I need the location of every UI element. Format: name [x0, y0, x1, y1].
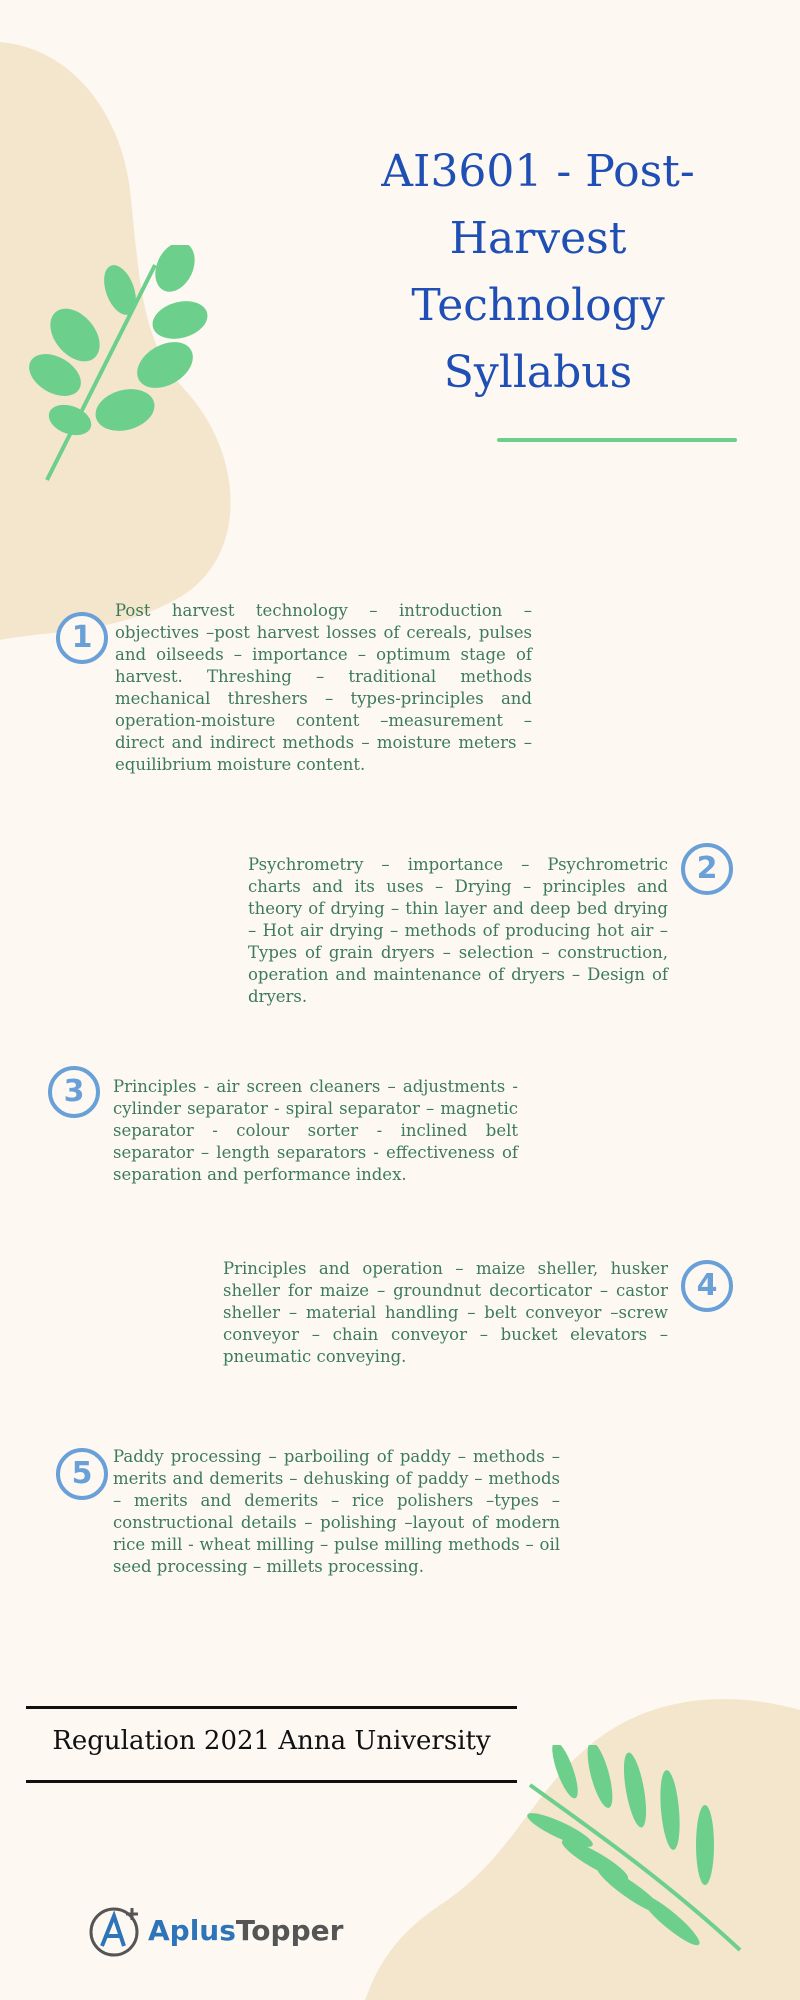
regulation-label: Regulation 2021 Anna University: [52, 1726, 491, 1756]
page-title: AI3601 - Post-Harvest Technology Syllabus: [381, 146, 695, 398]
aplustopper-logo-icon: [88, 1902, 144, 1958]
footer-bottom-rule: [26, 1780, 517, 1783]
section-number-5: 5: [56, 1448, 108, 1500]
aplustopper-logo[interactable]: [88, 1900, 343, 1960]
section-text-2: Psychrometry – importance – Psychrometric charts and its uses – Drying – principles and theory of drying – thin layer and deep bed drying – Hot air drying – methods of producing hot air – Types of grain dryers – selection – construction, operation and maintenance of dryers – Design of dryers.: [248, 855, 668, 1006]
footer-top-rule: [26, 1706, 517, 1709]
section-number-1: 1: [56, 612, 108, 664]
section-number-4: 4: [681, 1260, 733, 1312]
title-underline: [497, 438, 737, 442]
logo-text-topper: Topper: [235, 1913, 344, 1947]
section-text-3: Principles - air screen cleaners – adjustments - cylinder separator - spiral separator – magnetic separator - colour sorter - inclined belt separator – length separators - effectiveness of separation and performance index.: [113, 1077, 518, 1184]
section-text-5: Paddy processing – parboiling of paddy – methods – merits and demerits – dehusking of paddy – methods – merits and demerits – rice polishers –types – constructional details – polishing –layout of modern rice mill - wheat milling – pulse milling methods – oil seed processing – millets processing.: [113, 1447, 560, 1576]
fern-branch-icon: [520, 1745, 750, 1955]
section-text-1: Post harvest technology – introduction – objectives –post harvest losses of cereals, pulses and oilseeds – importance – optimum stage of harvest. Threshing – traditional methods mechanical threshers – types-principles and operation-moisture content –measurement – direct and indirect methods – moisture meters – equilibrium moisture content.: [115, 601, 532, 774]
section-number-3: 3: [48, 1066, 100, 1118]
section-number-2: 2: [681, 843, 733, 895]
leaf-branch-icon: [25, 245, 215, 485]
logo-text-aplus: Aplus: [148, 1913, 236, 1947]
section-text-4: Principles and operation – maize sheller, husker sheller for maize – groundnut decorticator – castor sheller – material handling – belt conveyor –screw conveyor – chain conveyor – bucket elevators – pneumatic conveying.: [223, 1259, 668, 1366]
